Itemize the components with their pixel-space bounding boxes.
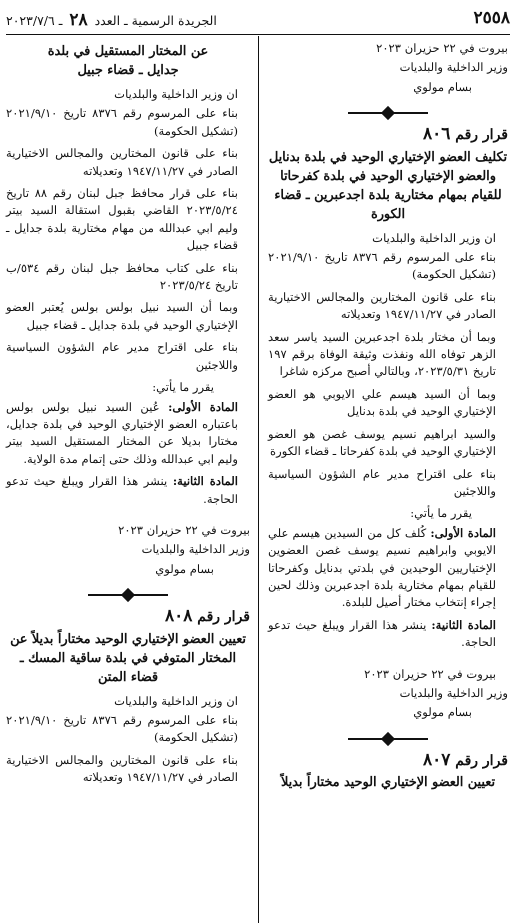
date-line: بيروت في ٢٢ حزيران ٢٠٢٣: [118, 522, 250, 537]
recital: بناء على قانون المختارين والمجالس الاختيارية الصادر في ١٩٤٧/١١/٢٧ وتعديلاته: [6, 752, 238, 785]
recital: وبما أن السيد نبيل بولس بولس يُعتبر العضو الإختياري الوحيد في بلدة جدايل ـ قضاء جبيل: [6, 300, 238, 332]
recital: بناء على قانون المختارين والمجالس الاختيارية الصادر في ١٩٤٧/١١/٢٧ وتعديلاته: [6, 146, 238, 178]
minister-title: وزير الداخلية والبلديات: [399, 685, 508, 700]
article-text: عُين السيد نبيل بولس بولس باعتباره العضو الإختياري الوحيد في بلدة جدايل، مختارا بديلا عن المختار المستقيل السيد بيتر وليم ابي عبدالله وذلك حتى إتمام مدة الولاية.: [6, 399, 238, 466]
page-number: ٢٥٥٨: [473, 8, 510, 28]
article-label: المادة الأولى:: [430, 525, 496, 540]
date-line: بيروت في ٢٢ حزيران ٢٠٢٣: [376, 41, 508, 55]
recital: والسيد ابراهيم نسيم يوسف غصن هو العضو الإختياري الوحيد في بلدة كفرحاتا ـ قضاء الكورة: [268, 426, 496, 459]
preamble: ان وزير الداخلية والبلديات: [114, 693, 238, 708]
article-2: [268, 617, 508, 652]
decree-heading-806: [268, 126, 508, 144]
decree-label: قرار رقم: [197, 609, 250, 626]
article-label: المادة الأولى:: [168, 399, 238, 414]
column-divider: [258, 36, 259, 923]
preamble: ان وزير الداخلية والبلديات: [372, 230, 496, 245]
decree-number: ٨٠٦: [423, 124, 451, 145]
decree-label: قرار رقم: [455, 752, 508, 769]
decree-heading-808: [6, 608, 250, 626]
decides-line: يقرر ما يأتي:: [152, 380, 214, 395]
recital: بناء على المرسوم رقم ٨٣٧٦ تاريخ ٢٠٢١/٩/١٠ (تشكيل الحكومة): [268, 250, 496, 282]
article-2: [6, 473, 250, 508]
issue-date: ٢٠٢٣/٧/٦: [6, 13, 55, 28]
recital: بناء على قانون المختارين والمجالس الاختيارية الصادر في ١٩٤٧/١١/٢٧ وتعديلاته: [268, 289, 496, 322]
article-label: المادة الثانية:: [172, 474, 238, 489]
recital: بناء على المرسوم رقم ٨٣٧٦ تاريخ ٢٠٢١/٩/١٠ (تشكيل الحكومة): [6, 106, 238, 138]
minister-name: بسام مولوي: [155, 561, 214, 576]
article-text: ينشر هذا القرار ويبلغ حيث تدعو الحاجة.: [268, 617, 496, 650]
decree-title: تعيين العضو الإختياري الوحيد مختاراً بديلاً: [280, 775, 496, 791]
decree-label: قرار رقم: [455, 127, 508, 144]
recital: بناء على اقتراح مدير عام الشؤون السياسية واللاجئين: [268, 466, 496, 498]
issue-number: ٢٨: [69, 10, 88, 30]
decree-title-cont: عن المختار المستقيل في بلدة جدايل ـ قضاء جبيل: [47, 44, 209, 78]
right-column: [268, 40, 508, 798]
minister-title: وزير الداخلية والبلديات: [399, 60, 508, 75]
section-separator: [268, 106, 508, 120]
article-label: المادة الثانية:: [431, 617, 496, 632]
article-1: [6, 399, 250, 469]
section-separator: [6, 588, 250, 602]
decree-heading-807: [268, 749, 508, 770]
recital: بناء على اقتراح مدير عام الشؤون السياسية واللاجئين: [6, 340, 238, 372]
left-column: [6, 40, 250, 792]
article-1: [268, 525, 508, 612]
recital: وبما أن مختار بلدة اجدعبرين السيد ياسر سعد الزهر توفاه الله ونفذت وثيقة الوفاة برقم ١٩٧ تاريخ ٢٠٢٣/٥/٣١، وبالتالي أصبح مركزه شاغرا: [268, 329, 496, 379]
minister-name: بسام مولوي: [413, 705, 472, 720]
recital: بناء على المرسوم رقم ٨٣٧٦ تاريخ ٢٠٢١/٩/١٠ (تشكيل الحكومة): [6, 712, 238, 745]
recital: وبما أن السيد هيسم علي الايوبي هو العضو الإختياري الوحيد في بلدة بدنايل: [268, 386, 496, 419]
date-line: بيروت في ٢٢ حزيران ٢٠٢٣: [364, 666, 496, 681]
section-separator: [268, 732, 508, 746]
decree-number: ٨٠٨: [165, 606, 193, 627]
minister-title: وزير الداخلية والبلديات: [141, 542, 250, 557]
preamble: ان وزير الداخلية والبلديات: [114, 87, 238, 101]
minister-name: بسام مولوي: [413, 79, 472, 94]
decree-number: ٨٠٧: [423, 749, 451, 770]
article-text: ينشر هذا القرار ويبلغ حيث تدعو الحاجة.: [6, 474, 238, 506]
journal-name: الجريدة الرسمية ـ العدد: [94, 13, 217, 28]
recital: بناء على قرار محافظ جبل لبنان رقم ٨٨ تاريخ ٢٠٢٣/٥/٢٤ القاضي بقبول استقالة السيد بيتر وليم ابي عبدالله من مهام مختارية بلدة جدايل ـ قضاء جبيل: [6, 186, 238, 253]
page-header: [6, 4, 510, 34]
decree-title: تكليف العضو الإختياري الوحيد في بلدة بدنايل والعضو الإختياري الوحيد في بلدة كفرحاتا للقيام بمهام مختارية بلدة اجدعبرين ـ قضاء الكورة: [268, 149, 508, 222]
decree-title: تعيين العضو الإختياري الوحيد مختاراً بديلاً عن المختار المتوفي في بلدة ساقية المسك ـ قضاء المتن: [10, 631, 246, 685]
article-text: كُلف كل من السيدين هيسم علي الايوبي وابراهيم نسيم يوسف غصن العضوين الإختياريين الوحيدين في بلدتي بدنايل وكفرحاتا للقيام بمهام مختارية بلدة اجدعبرين وذلك لحين إجراء إنتخاب مختار أصيل للبلدة.: [268, 525, 496, 610]
recital: بناء على كتاب محافظ جبل لبنان رقم ٥٣٤/ب تاريخ ٢٠٢٣/٥/٢٤: [6, 260, 238, 293]
decides-line: يقرر ما يأتي:: [410, 506, 472, 521]
journal-info: الجريدة الرسمية ـ العدد ٢٨ ـ ٢٠٢٣/٧/٦: [6, 10, 217, 30]
header-rule: [6, 34, 510, 35]
